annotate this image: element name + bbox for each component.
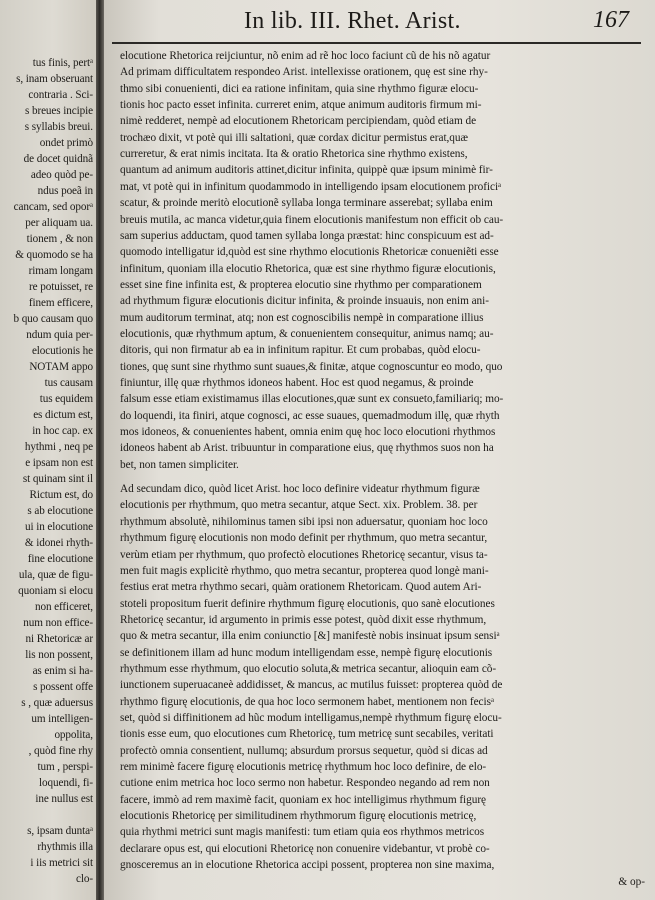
text-line: do loquendi, ita finiri, atque cognosci, ac esse suaues, quemadmodum illę, quæ rhyth xyxy=(120,409,500,422)
left-page-line: as enim si ha- xyxy=(32,665,93,677)
text-line: elocutionis, quæ rhythmum aptum, & conuenientem consequitur, animus namq; au- xyxy=(120,327,494,340)
book-gutter xyxy=(96,0,104,900)
text-line: tionis hoc pacto esset infinita. curreret enim, atque animum auditoris firmum mi- xyxy=(120,99,482,112)
text-line: cutione enim metrica hoc loco sermo non habetur. Respondeo negando ad rem non xyxy=(120,777,490,790)
left-page-line: adeo quòd pe- xyxy=(30,169,93,181)
left-page-line: s possent offe xyxy=(33,681,93,693)
left-page-line: i iis metrici sit xyxy=(30,857,93,869)
text-line: stoteli propositum fuerit definire rhythmum figurę elocutionis, quo sanè elocutiones xyxy=(120,597,495,610)
left-page-line: clo- xyxy=(76,873,93,885)
left-page-line: & idonei rhyth- xyxy=(24,537,93,549)
left-page-line: s, ipsam duntaᵃ xyxy=(27,825,93,837)
text-line: Ad secundam dico, quòd licet Arist. hoc loco definire videatur rhythmum figuræ xyxy=(120,483,480,496)
left-page-line: s breues incipie xyxy=(25,105,93,117)
text-line: scatur, & proinde meritò elocutionẽ syllaba longa terminare asserebat; syllaba enim xyxy=(120,197,493,210)
text-line: gnosceremus an in elocutione Rhetorica accipi possent, propterea non sine maxima, xyxy=(120,859,495,872)
text-line: se definitionem illam ad hunc modum intelligendam esse, nempè figurę elocutionis xyxy=(120,646,493,659)
text-line: finiuntur, illę quæ rhythmos idoneos habent. Hoc est quod negamus, & proinde xyxy=(120,377,474,389)
left-page-line: re potuisset, re xyxy=(29,281,93,293)
left-page-line: NOTAM appo xyxy=(29,361,93,373)
text-line: quantum ad animum auditoris attinet,dicitur infinita, quippè quæ ipsum minimè fir- xyxy=(120,164,493,177)
left-page-line: s ab elocutione xyxy=(27,505,93,517)
left-page-line: , quòd fine rhy xyxy=(28,745,93,757)
left-page-line: tus causam xyxy=(44,377,93,389)
left-page-line: rhythmis illa xyxy=(37,841,93,853)
text-line: elocutione Rhetorica reijciuntur, nõ enim ad rẽ hoc loco faciunt cũ de his nõ agatur xyxy=(120,50,491,62)
left-page-line: Rictum est, do xyxy=(29,489,93,501)
text-line: declarare opus est, qui elocutioni Rhetoricę non conuenire videbantur, vt probè co- xyxy=(120,842,490,855)
left-page-line: lis non possent, xyxy=(25,649,93,661)
text-line: facere, immò ad rem maximè facit, quoniam ex hoc intelligimus rhythmum figurę xyxy=(120,793,487,806)
left-page-line: cancam, sed oporᵃ xyxy=(13,201,93,213)
text-line: tiones, quę sunt sine rhythmo sunt suaues,& finitæ, atque cognoscuntur eo modo, quo xyxy=(120,360,503,373)
left-page-line: finem efficere, xyxy=(28,297,93,309)
text-line: falsum esse etiam existimamus illas elocutiones,quæ sunt ex consueto,familiariq; mo- xyxy=(120,393,504,406)
left-page-line: s, inam obseruant xyxy=(16,73,93,85)
left-page-line: tus finis, pertᵃ xyxy=(32,57,93,69)
text-line: quia rhythmi metrici sunt magis manifesti: tum etiam quia eos rhythmos metricos xyxy=(120,826,485,839)
left-page-line: tus equidem xyxy=(39,393,93,405)
left-page-line: ui in elocutione xyxy=(25,521,93,533)
text-line: nimè redderet, nempè ad elocutionem Rhetoricam percipiendam, quòd etiam de xyxy=(120,115,477,128)
text-line: ditoris, qui non firmatur ab ea in infinitum rapitur. Et cum probabas, quòd elocu- xyxy=(120,344,481,357)
text-line: rhythmum esse rhythmum, quo elocutio soluta,& metrica secantur, alioquin eam cõ- xyxy=(120,662,497,675)
text-line: infinitum, quoniam illa elocutio Rhetorica, quæ est sine rhythmo figuræ elocutionis, xyxy=(120,262,496,275)
text-line: tionis esse eum, quo elocutiones cum Rhetoricę, tum metricę sunt secabiles, veritati xyxy=(120,728,494,741)
running-head: In lib. III. Rhet. Arist. xyxy=(244,8,461,34)
left-page-line: per aliquam ua. xyxy=(25,217,93,229)
left-page-line: tionem , & non xyxy=(26,233,93,245)
left-page-line: oppolita, xyxy=(54,729,93,741)
text-line: rhythmum figurę elocutionis non modo definit per rhythmum, quo metra secantur, xyxy=(120,532,488,545)
text-line: profectò omnia consentient, nullumq; absurdum prorsus sequetur, quòd si dicas ad xyxy=(120,744,488,757)
left-page-line: quoniam si elocu xyxy=(18,585,93,597)
text-line: festius erat metra rhythmo secari, quàm orationem Rhetoricam. Quod autem Ari- xyxy=(120,581,482,594)
text-line: esset sine fine infinita est, & propterea elocutio sine rhythmo per comparationem xyxy=(120,278,482,291)
text-line: ad rhythmum figuræ elocutionis dicitur infinita, & proinde insuauis, non enim ani- xyxy=(120,295,489,308)
left-page-line: in hoc cap. ex xyxy=(32,425,93,437)
text-line: iunctionem superuacaneè addidisset, & mancus, ac mutilus fuisset: propterea quòd de xyxy=(120,679,503,692)
text-line: Rhetoricę secantur, id argumento in primis esse potest, quòd dixit esse rhythmum, xyxy=(120,613,487,626)
text-line: mos idoneos, & conuenientes habent, omnia enim quę hoc loco elocutioni rhythmos xyxy=(120,426,496,439)
header-rule xyxy=(112,42,641,44)
text-line: mat, vt potè qui in infinitum quodammodo in intelligendo ipsam elocutionem proficiᵃ xyxy=(120,180,502,193)
left-page-line: ondet primò xyxy=(39,137,93,149)
text-line: set, quòd si diffinitionem ad hũc modum intelligamus,nempè rhythmum figurę elocu- xyxy=(120,712,502,724)
text-line: elocutionis Rhetoricę per similitudinem rhythmorum figurę elocutionis metricę, xyxy=(120,810,477,823)
left-page-line: s , quæ aduersus xyxy=(21,697,93,709)
text-line: rem minimè facere figurę elocutionis metricę rhythmum hoc loco definire, de elo- xyxy=(120,761,487,774)
text-line: mum auditorum terminat, atq; non est cognoscibilis nempè in comparatione illius xyxy=(120,311,484,324)
left-page-line: elocutionis he xyxy=(31,345,93,357)
text-line: quomodo intelligatur id,quòd est sine rhythmo elocutionis Rhetoricæ conueniẽti esse xyxy=(120,246,499,259)
left-page-line: de docet quidnã xyxy=(23,153,93,165)
left-page-line: num non effice- xyxy=(23,617,93,629)
text-line: bet, non tamen simpliciter. xyxy=(120,458,239,471)
left-page-line: contraria . Sci- xyxy=(28,89,93,101)
text-line: curreretur, & erat nimis incitata. Ita & oratio Rhetorica sine rhythmo existens, xyxy=(120,148,468,161)
right-page xyxy=(104,0,655,900)
left-page-line: um intelligen- xyxy=(31,713,93,725)
left-page-line: ine nullus est xyxy=(35,793,93,805)
left-page-line: hythmi , neq pe xyxy=(24,441,93,453)
left-page-line: fine elocutione xyxy=(27,553,93,565)
left-page-line: ndum quia per- xyxy=(26,329,93,341)
page-number: 167 xyxy=(593,7,629,33)
text-line: trochæo dixit, vt potè qui illi saltationi, quæ cordax dicitur permistus erat,quæ xyxy=(120,131,468,144)
left-page-line: & quomodo se ha xyxy=(15,249,93,261)
text-line: elocutionis per rhythmum, quo metra secantur, atque Sect. xix. Problem. 38. per xyxy=(120,499,478,512)
left-page-line: tum , perspi- xyxy=(37,761,93,773)
text-line: men fuit magis explicitè rhythmo, quo metra secantur, propterea quod longè mani- xyxy=(120,564,489,577)
left-page-line: s syllabis breui. xyxy=(24,121,93,133)
left-page-line: st quinam sint il xyxy=(22,473,93,485)
text-line: rhythmo figurę elocutionis, de qua hoc loco sermonem habet, mentionem non fecisᵃ xyxy=(120,695,494,708)
text-line: thmo sibi conuenienti, dici ea ratione infinitam, quia sine rhythmo figuræ elocu- xyxy=(120,82,479,95)
left-page-line: b quo causam quo xyxy=(13,313,93,325)
catchword: & op- xyxy=(618,876,645,888)
left-page-line: loquendi, fi- xyxy=(38,777,93,789)
text-line: rhythmum absolutè, nihilominus tamen sibi ipsi non aduersatur, quoniam hoc loco xyxy=(120,515,488,528)
left-page-line: ni Rhetoricæ ar xyxy=(25,633,93,645)
left-page-line: ula, quæ de figu- xyxy=(18,569,93,581)
page-header xyxy=(244,8,629,42)
left-page-line: rimam longam xyxy=(28,265,93,277)
left-page-line: non efficeret, xyxy=(34,601,93,613)
text-line: Ad primam difficultatem respondeo Arist. intellexisse orationem, quę est sine rhy- xyxy=(120,66,488,79)
text-line: quo & metra secantur, illa enim coniunctio [&] manifestè nobis insinuat ipsum sensiᵃ xyxy=(120,630,500,643)
text-line: verùm etiam per rhythmum, quo profectò elocutiones Rhetoricę secantur, visus ta- xyxy=(120,548,488,561)
text-line: breuis mutila, ac manca videtur,quia finem elocutionis manifestum non efficit ob cau- xyxy=(120,213,504,226)
text-line: idoneos habent ab Arist. tribuuntur in comparatione eius, quę rhythmos suos non ha xyxy=(120,442,494,455)
left-page-line: e ipsam non est xyxy=(25,457,93,469)
left-page-line: es dictum est, xyxy=(33,409,93,421)
left-page-fragment xyxy=(0,0,96,900)
left-page-line: ndus poeã in xyxy=(37,185,93,197)
text-line: sam superius adductam, quod tamen syllaba longa præstat: hinc conspicuum est ad- xyxy=(120,229,494,242)
